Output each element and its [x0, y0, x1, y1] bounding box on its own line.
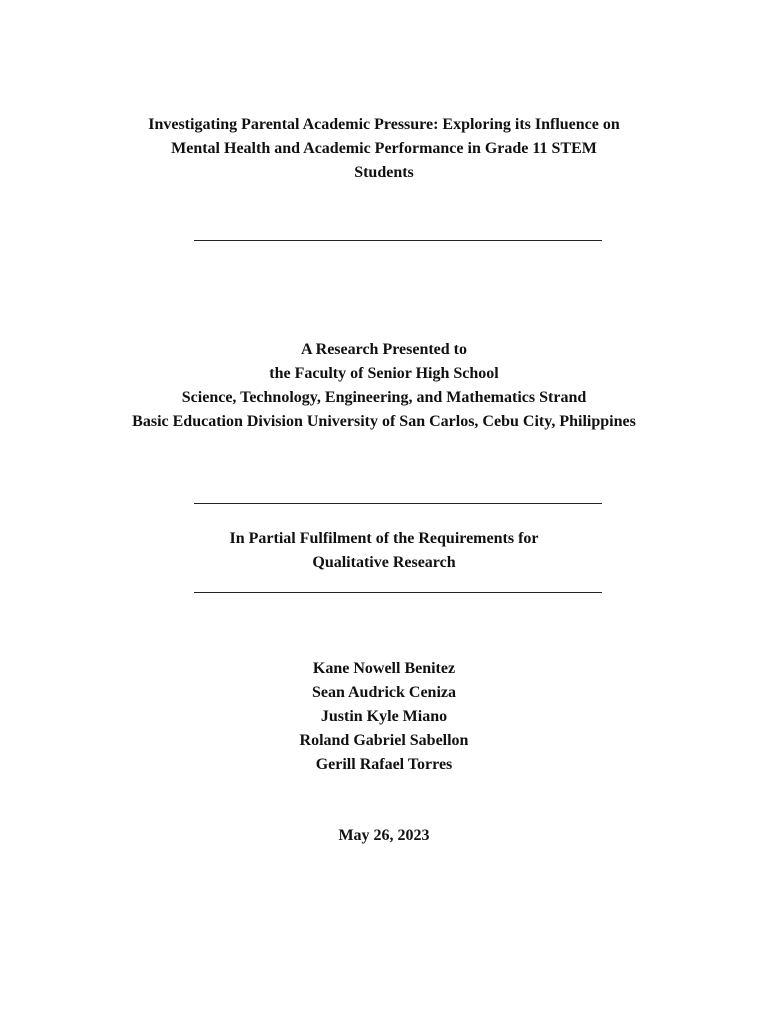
- divider-line: [194, 240, 602, 241]
- document-date: [0, 824, 768, 848]
- presentation-line: Basic Education Division University of San Carlos, Cebu City, Philippines: [132, 413, 636, 430]
- title-line: Students: [354, 164, 414, 181]
- divider-line: [194, 592, 602, 593]
- divider-line: [194, 503, 602, 504]
- title-line: Investigating Parental Academic Pressure: Exploring its Influence on: [148, 116, 620, 133]
- presentation-line: A Research Presented to: [300, 341, 468, 358]
- title-line: Mental Health and Academic Performance in Grade 11 STEM: [171, 140, 597, 157]
- author-name: Sean Audrick Ceniza: [311, 684, 456, 701]
- presentation-line: the Faculty of Senior High School: [269, 365, 499, 382]
- date-text: May 26, 2023: [338, 827, 430, 844]
- fulfilment-line: In Partial Fulfilment of the Requirements for: [229, 530, 539, 547]
- author-name: Kane Nowell Benitez: [312, 660, 456, 677]
- author-name: Justin Kyle Miano: [320, 708, 448, 725]
- presentation-line: Science, Technology, Engineering, and Mathematics Strand: [181, 389, 587, 406]
- fulfilment-block: [0, 527, 768, 575]
- authors-block: [0, 657, 768, 777]
- fulfilment-line: Qualitative Research: [312, 554, 456, 571]
- author-name: Roland Gabriel Sabellon: [299, 732, 469, 749]
- author-name: Gerill Rafael Torres: [315, 756, 453, 773]
- presentation-block: [0, 338, 768, 434]
- document-title: [0, 113, 768, 185]
